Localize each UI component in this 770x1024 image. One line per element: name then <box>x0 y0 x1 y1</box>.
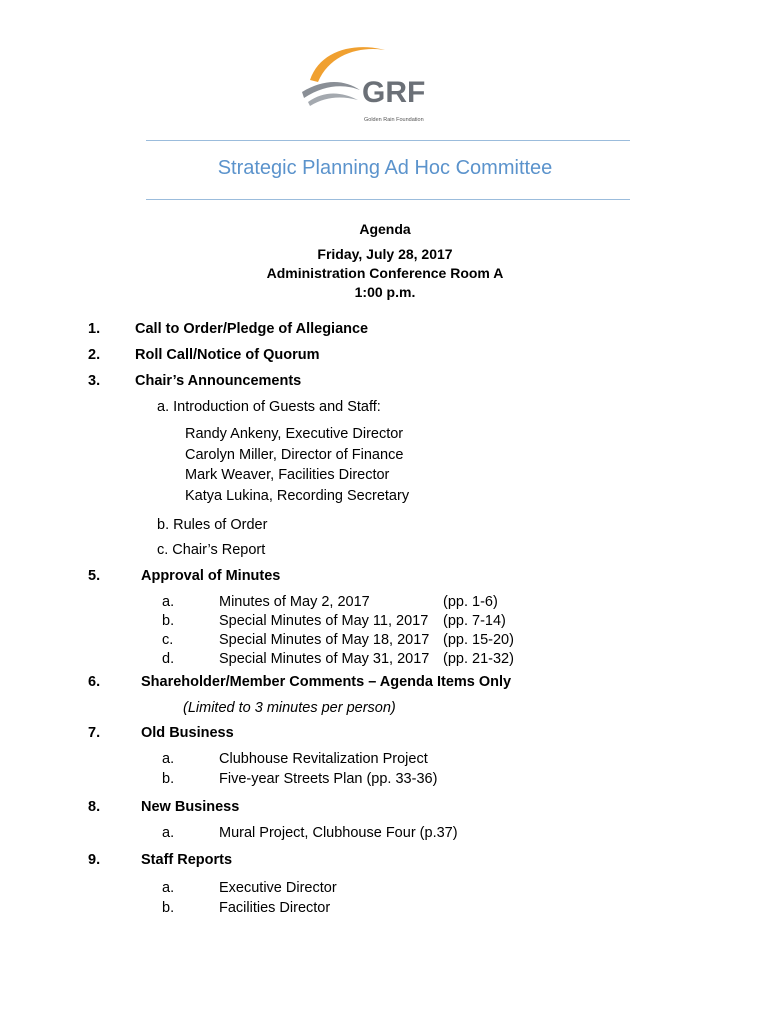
sub-letter: c. <box>162 632 174 648</box>
item-note: (Limited to 3 minutes per person) <box>183 700 396 716</box>
item-title: Chair’s Announcements <box>135 373 302 389</box>
doc-type: Agenda <box>359 221 411 237</box>
staff-name: Randy Ankeny, Executive Director <box>185 426 404 442</box>
sub-pages: (pp. 1-6) <box>443 594 498 610</box>
sub-pages: (pp. 21-32) <box>443 651 514 667</box>
staff-name: Carolyn Miller, Director of Finance <box>185 447 404 463</box>
item-title: Call to Order/Pledge of Allegiance <box>135 321 369 337</box>
item-title: Staff Reports <box>141 852 233 868</box>
sub-text: Facilities Director <box>219 900 331 916</box>
sub-letter: a. <box>162 751 175 767</box>
sub-letter: b. <box>162 771 175 787</box>
sub-pages: (pp. 7-14) <box>443 613 506 629</box>
sub-text: Mural Project, Clubhouse Four (p.37) <box>219 825 458 841</box>
sub-letter: a. <box>162 594 175 610</box>
item-number: 7. <box>88 725 101 741</box>
item-number: 8. <box>88 799 101 815</box>
committee-title: Strategic Planning Ad Hoc Committee <box>217 157 553 179</box>
top-rule <box>146 140 630 141</box>
staff-name: Katya Lukina, Recording Secretary <box>185 488 410 504</box>
logo-subtitle: Golden Rain Foundation <box>364 117 424 123</box>
grf-logo <box>300 40 450 125</box>
staff-name: Mark Weaver, Facilities Director <box>185 467 390 483</box>
logo-text: GRF <box>362 76 426 109</box>
sub-text: Five-year Streets Plan (pp. 33-36) <box>219 771 438 787</box>
sub-text: Executive Director <box>219 880 337 896</box>
sub-text: Clubhouse Revitalization Project <box>219 751 428 767</box>
sub-text: Special Minutes of May 18, 2017 <box>219 632 430 648</box>
item-title: Approval of Minutes <box>141 568 281 584</box>
sub-letter: b. <box>162 613 175 629</box>
meeting-date: Friday, July 28, 2017 <box>317 246 453 262</box>
sub-text: Special Minutes of May 11, 2017 <box>219 613 429 629</box>
sub-pages: (pp. 15-20) <box>443 632 514 648</box>
item-title: Roll Call/Notice of Quorum <box>135 347 320 363</box>
item-title: New Business <box>141 799 240 815</box>
sub-text: Minutes of May 2, 2017 <box>219 594 370 610</box>
item-number: 5. <box>88 568 101 584</box>
sub-letter: b. <box>162 900 175 916</box>
sub-letter: a. <box>162 825 175 841</box>
meeting-location: Administration Conference Room A <box>266 265 504 281</box>
sub-letter: a. <box>162 880 175 896</box>
sub-item: c. Chair’s Report <box>157 542 266 558</box>
item-title: Old Business <box>141 725 234 741</box>
sub-letter: d. <box>162 651 175 667</box>
sub-text: Special Minutes of May 31, 2017 <box>219 651 430 667</box>
sub-item: a. Introduction of Guests and Staff: <box>157 399 381 415</box>
item-number: 2. <box>88 347 101 363</box>
grf-logo-swoosh-icon <box>300 40 450 125</box>
item-number: 1. <box>88 321 101 337</box>
item-number: 3. <box>88 373 101 389</box>
sub-item: b. Rules of Order <box>157 517 268 533</box>
item-title: Shareholder/Member Comments – Agenda Items Only <box>141 674 512 690</box>
item-number: 6. <box>88 674 101 690</box>
bottom-rule <box>146 199 630 200</box>
meeting-time: 1:00 p.m. <box>354 284 416 300</box>
item-number: 9. <box>88 852 101 868</box>
